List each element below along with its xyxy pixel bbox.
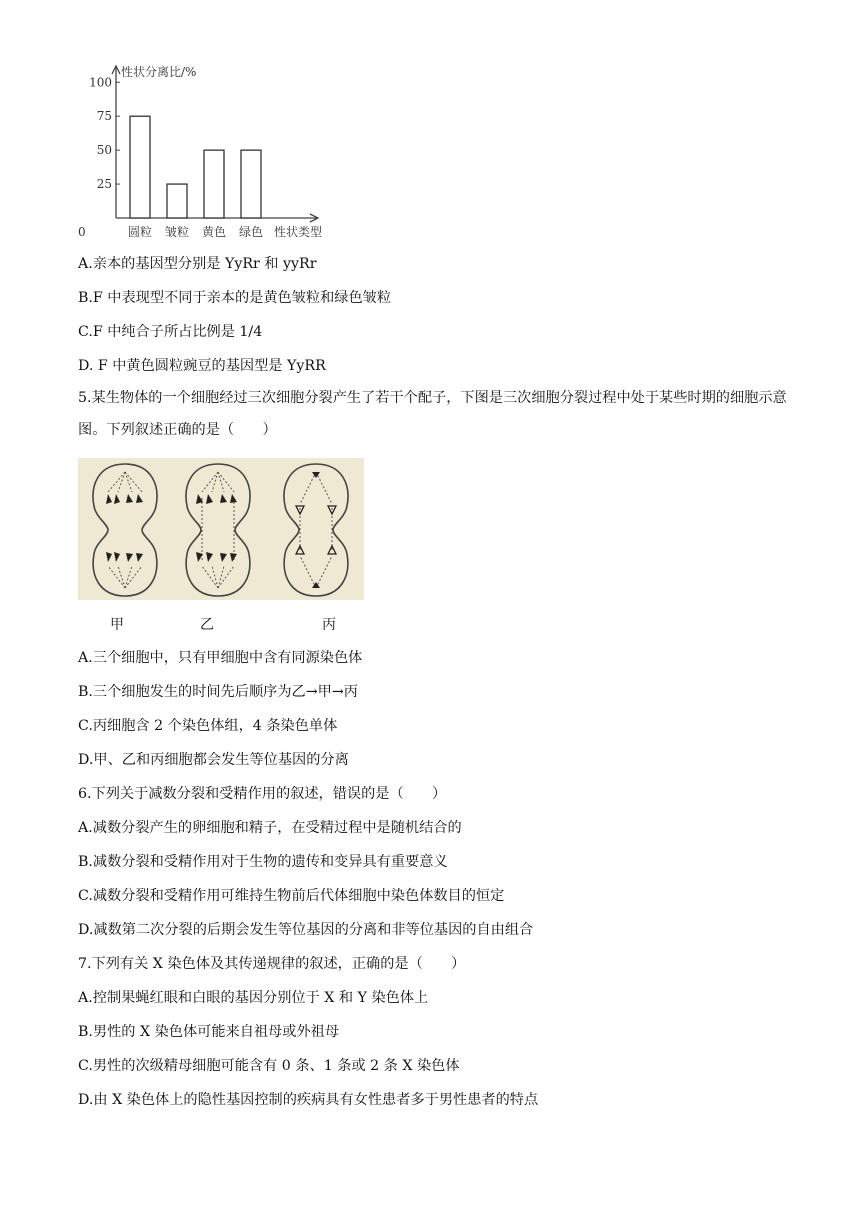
- y-tick-label: 100: [89, 75, 112, 90]
- q4-option-a: A.亲本的基因型分别是 YyRr 和 yyRr: [78, 256, 317, 272]
- q5-option-a: A.三个细胞中，只有甲细胞中含有同源染色体: [78, 650, 363, 666]
- bar-皱粒: [167, 184, 187, 218]
- bar-chart: [78, 52, 348, 252]
- q7-option-c: C.男性的次级精母细胞可能含有 0 条、1 条或 2 条 X 染色体: [78, 1058, 460, 1074]
- x-tick-label: 皱粒: [164, 225, 190, 239]
- q6-stem: 6.下列关于减数分裂和受精作用的叙述，错误的是（ ）: [78, 786, 447, 802]
- bar-黄色: [204, 150, 224, 218]
- q7-option-b: B.男性的 X 染色体可能来自祖母或外祖母: [78, 1024, 340, 1040]
- q5-option-b: B.三个细胞发生的时间先后顺序为乙→甲→丙: [78, 684, 358, 700]
- y-tick-label: 75: [96, 109, 112, 124]
- q6-option-d: D.减数第二次分裂的后期会发生等位基因的分离和非等位基因的自由组合: [78, 922, 534, 938]
- cell-label-jia: 甲: [110, 617, 124, 633]
- q7-stem: 7.下列有关 X 染色体及其传递规律的叙述，正确的是（ ）: [78, 956, 466, 972]
- x-tick-label: 绿色: [238, 225, 264, 239]
- q5-option-d: D.甲、乙和丙细胞都会发生等位基因的分离: [78, 752, 349, 768]
- y-tick-label: 25: [96, 177, 112, 192]
- x-tick-label: 圆粒: [127, 225, 153, 239]
- q7-option-d: D.由 X 染色体上的隐性基因控制的疾病具有女性患者多于男性患者的特点: [78, 1092, 539, 1108]
- q4-option-c: C.F 中纯合子所占比例是 1/4: [78, 324, 263, 340]
- q4-option-b: B.F 中表现型不同于亲本的是黄色皱粒和绿色皱粒: [78, 290, 392, 306]
- x-tick-label: 黄色: [201, 225, 227, 239]
- x-axis-label: 性状类型: [274, 225, 323, 239]
- cell-label-bing: 丙: [322, 617, 336, 633]
- q7-option-a: A.控制果蝇红眼和白眼的基因分别位于 X 和 Y 染色体上: [78, 990, 429, 1006]
- cell-division-figure: [78, 458, 364, 600]
- bar-绿色: [241, 150, 261, 218]
- cell-label-yi: 乙: [200, 617, 214, 633]
- q5-option-c: C.丙细胞含 2 个染色体组，4 条染色单体: [78, 718, 338, 734]
- q4-option-d: D. F 中黄色圆粒豌豆的基因型是 YyRR: [78, 358, 326, 374]
- q6-option-a: A.减数分裂产生的卵细胞和精子，在受精过程中是随机结合的: [78, 820, 462, 836]
- bar-圆粒: [130, 116, 150, 218]
- y-axis-label: 性状分离比/%: [121, 65, 197, 79]
- q5-stem: 5.某生物体的一个细胞经过三次细胞分裂产生了若干个配子，下图是三次细胞分裂过程中处于某些时期的细胞示意图。下列叙述正确的是（ ）: [78, 390, 787, 438]
- q6-option-c: C.减数分裂和受精作用可维持生物前后代体细胞中染色体数目的恒定: [78, 888, 505, 904]
- cell-division-drawing: [78, 458, 364, 600]
- y-tick-label: 50: [96, 143, 112, 158]
- origin-label: 0: [78, 225, 86, 239]
- q6-option-b: B.减数分裂和受精作用对于生物的遗传和变异具有重要意义: [78, 854, 448, 870]
